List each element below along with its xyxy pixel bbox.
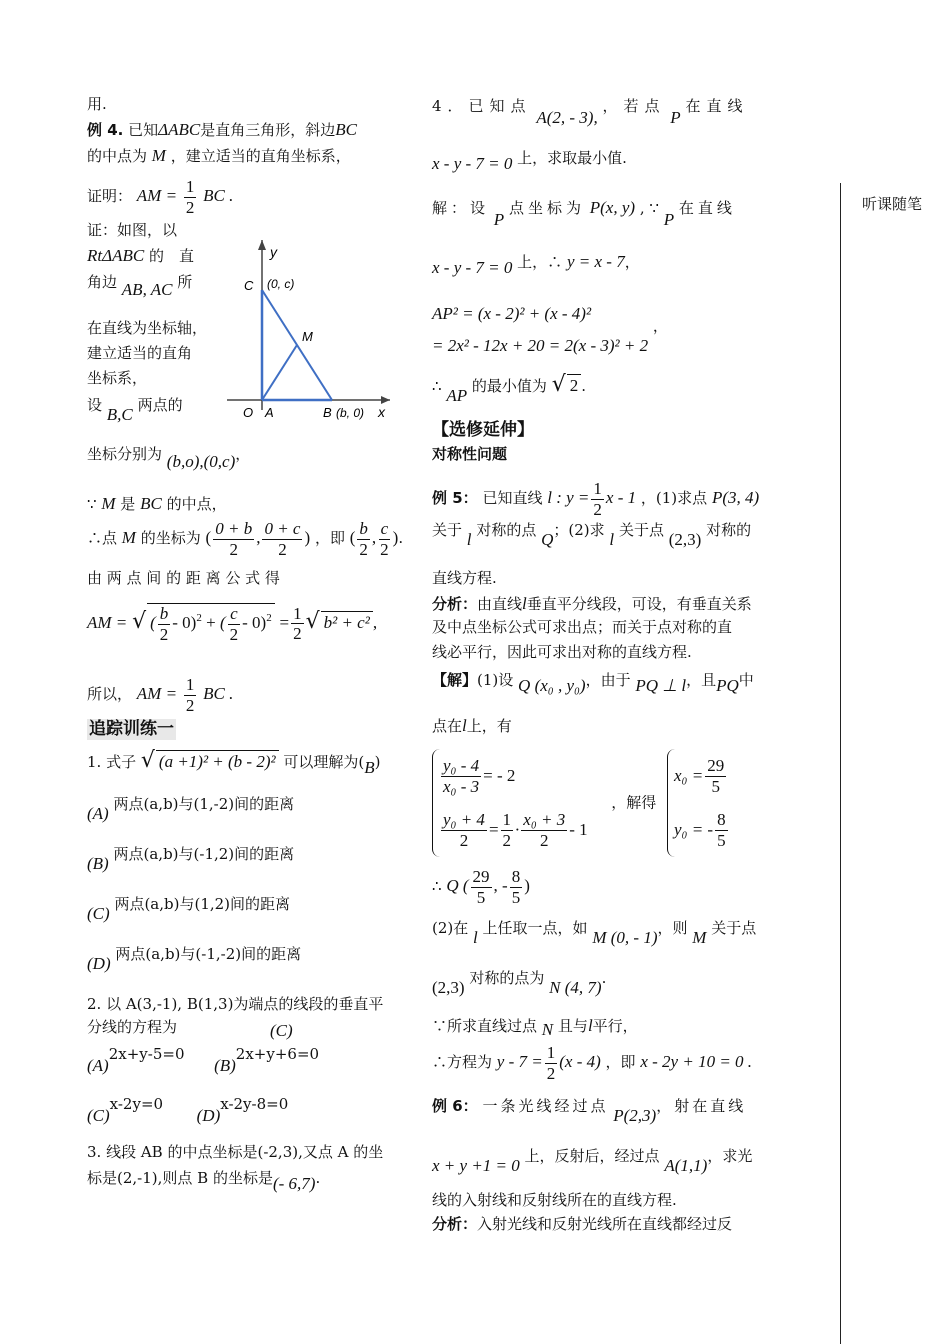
den: 2: [359, 539, 368, 559]
text: 上，求取最小值.: [517, 149, 627, 167]
text: 在直线: [685, 97, 749, 115]
den: 2: [278, 539, 287, 559]
math: , -: [493, 876, 508, 896]
option-letter: (C): [87, 1106, 110, 1125]
example-label: 例 6：: [432, 1097, 478, 1115]
fraction: [357, 519, 370, 559]
equation-1: [439, 749, 588, 803]
den: 5: [511, 887, 521, 907]
analysis-5-cont-2: 线必平行，因此可求出对称的直线方程.: [432, 643, 692, 661]
x0-result: [674, 749, 730, 803]
example-5-cont: [432, 519, 752, 549]
math: BC: [335, 120, 357, 139]
math: (2,3): [432, 978, 465, 997]
part-2-cont: [432, 967, 607, 997]
label-b: B: [323, 405, 332, 420]
fraction: [705, 756, 726, 796]
math: x + y +1 = 0: [432, 1156, 520, 1175]
text: 已知直线: [482, 489, 543, 508]
num: 1: [293, 603, 302, 623]
den: 2: [546, 1063, 556, 1083]
proof-line-4: 在直线为坐标轴，: [87, 319, 208, 337]
ap-min: ∴ AP 的最小值为 √ 2 .: [432, 372, 586, 405]
op: +: [206, 612, 216, 632]
math: (x - 4): [559, 1052, 601, 1072]
text: ): [374, 753, 381, 771]
text: ，(1)求点: [640, 489, 708, 508]
fraction: [501, 810, 514, 850]
text: ，即: [605, 1053, 636, 1072]
text: 对称的: [706, 521, 752, 539]
math: M (0, - 1): [592, 928, 658, 947]
q-result: [432, 867, 530, 907]
math: M: [692, 928, 707, 947]
text: ∴方程为: [432, 1053, 493, 1072]
text: ，求光: [707, 1147, 753, 1165]
example-6-cont-2: 线的入射线和反射线所在的直线方程.: [432, 1191, 677, 1209]
text: (2)在: [432, 919, 469, 937]
math: l: [609, 530, 615, 549]
num: y₀ + 4: [443, 809, 485, 829]
x-axis-arrow: [381, 396, 390, 404]
ap-squared-1: [432, 303, 591, 324]
text: ，由于: [585, 671, 631, 689]
math: l: [462, 716, 467, 735]
example-label: 例 4.: [87, 121, 124, 139]
q2-options-row-1: [87, 1043, 320, 1075]
num: y₀ - 4: [443, 755, 480, 775]
solution-5-cont: [432, 715, 512, 736]
label-y: y: [270, 244, 277, 260]
label-m: M: [302, 329, 313, 344]
right-triangle-figure: [142, 145, 394, 420]
analysis-label: 分析：: [432, 595, 478, 613]
text: 点坐标为: [508, 199, 585, 217]
num: c: [380, 519, 389, 538]
math: x - y - 7 = 0: [432, 258, 513, 277]
example-6: [432, 1095, 777, 1125]
num: 1: [185, 177, 195, 196]
text: 关于点: [711, 919, 757, 937]
option-text: 两点(a,b)与(-1,-2)间的距离: [115, 945, 302, 963]
question-4: [432, 95, 777, 127]
math: = - 2: [483, 766, 516, 786]
num: 8: [717, 809, 726, 829]
text: 解：设: [432, 199, 490, 217]
math: AM =: [87, 612, 128, 632]
proof-line-5: 建立适当的直角: [87, 344, 193, 362]
text: 关于: [432, 521, 463, 539]
proof-line-6: 坐标系，: [87, 369, 148, 387]
den: 2: [159, 624, 169, 644]
label-b-coord: (b, 0): [336, 406, 365, 420]
text: 中: [738, 671, 754, 689]
den: 5: [717, 830, 726, 850]
conclusion: [87, 675, 233, 715]
text: (1)设: [477, 671, 514, 689]
text: 设: [87, 396, 103, 414]
text: 上，∴: [517, 253, 563, 271]
option-letter: (C): [87, 904, 110, 923]
option-text: 2x+y+6=0: [235, 1045, 320, 1063]
equation-2: $\frac{\text{y₀ + 4}}{2}$ = $\frac{1}{2}$ · $\frac{\text{x₀ + 3}}{2}$ - 1: [443, 809, 588, 850]
math: (b,o),(0,c): [166, 452, 236, 471]
exp: 2: [266, 611, 272, 624]
text: 两点的: [137, 396, 183, 414]
text: 对称的点为: [469, 969, 545, 987]
result-brace: [667, 749, 730, 857]
math: AM =: [136, 684, 178, 704]
example-label: 例 5：: [432, 489, 478, 508]
text: 4．已知点: [432, 97, 532, 115]
text: ，则: [657, 919, 688, 937]
text: 角边: [87, 273, 118, 291]
equation-system: [432, 749, 730, 857]
text: 入射光线和反射光线所在直线都经过反: [477, 1215, 733, 1233]
num: c: [230, 604, 238, 623]
math: BC .: [203, 186, 234, 206]
option-letter: (D): [196, 1106, 221, 1125]
fraction: [158, 604, 171, 644]
am-formula: AM = √ ( $\frac{b}{2}$ - 0)$^2$ + ( $\frac{c}{2}$ - 0)$^2$ = $\frac{1}{2}$ √ b² + c² ,: [87, 603, 378, 644]
num: 1: [546, 1043, 556, 1062]
option-letter: (B): [214, 1056, 236, 1075]
text: 可以理解为(: [283, 753, 365, 771]
text: ∵所求直线过点: [432, 1017, 538, 1035]
text: .: [601, 969, 607, 987]
text: 的中点，: [166, 495, 227, 513]
text: 的 直: [148, 247, 194, 265]
text: 已知: [128, 121, 159, 139]
fraction: [184, 675, 197, 715]
text: 平行，: [592, 1017, 638, 1035]
text: 1. 式子: [87, 753, 137, 771]
text: 所: [177, 273, 193, 291]
num: 0 + c: [264, 519, 301, 538]
answer: (- 6,7): [272, 1174, 316, 1193]
math: P: [663, 210, 675, 229]
text: 一条光线经过点: [482, 1097, 609, 1115]
option-text: 2x+y-5=0: [108, 1045, 185, 1063]
analysis-6: [432, 1215, 732, 1234]
math: AP² = (x - 2)² + (x - 4)²: [432, 304, 592, 323]
radical: 2: [567, 374, 582, 396]
analysis-label: 分析：: [432, 1215, 478, 1233]
fraction: [510, 867, 523, 907]
text: 且与: [557, 1017, 588, 1035]
num: 1: [185, 675, 195, 694]
num: 1: [502, 809, 512, 829]
math: AB, AC: [121, 280, 173, 299]
answer: (C): [270, 1021, 293, 1040]
text: ，射在直线: [656, 1097, 747, 1115]
num: 8: [511, 867, 521, 886]
text: 证明：: [87, 187, 133, 206]
den: 2: [540, 830, 549, 850]
text: 点在: [432, 717, 463, 735]
fraction: [213, 519, 254, 559]
text: ，: [652, 317, 668, 335]
option-letter: (B): [87, 854, 109, 873]
math: ): [524, 876, 530, 896]
option-letter: (A): [87, 1056, 109, 1075]
question-1: 1. 式子 √ (a +1)² + (b - 2)² 可以理解为(B): [87, 748, 381, 777]
math: y₀ = -: [674, 820, 714, 840]
math: l: [522, 594, 527, 613]
math: = 2x² - 12x + 20 = 2(x - 3)² + 2: [432, 336, 649, 355]
text: ，若点: [602, 97, 666, 115]
text: , ∵: [639, 199, 659, 217]
text: ∴: [432, 377, 442, 395]
solution-4-line-2: [432, 251, 640, 277]
answer: B: [364, 758, 375, 777]
option-c: [87, 893, 291, 923]
text: ，: [624, 253, 640, 271]
notes-column-label: 听课随笔: [862, 195, 923, 213]
den: 2: [293, 624, 302, 644]
option-d: [87, 943, 302, 973]
system-brace: [432, 749, 588, 857]
math: x - 2y + 10 = 0 .: [640, 1052, 753, 1072]
question-3: 3. 线段 AB 的中点坐标是(-2,3),又点 A 的坐: [87, 1143, 384, 1161]
math: M: [121, 528, 136, 548]
text: ，解得: [611, 793, 657, 812]
math: l : y =: [547, 488, 590, 508]
midpoint-coords: ∴点 M 的坐标为 ( $\frac{0 + b}{2}$ , $\frac{0 + c}{2}$ ) ，即 ( $\frac{b}{2}$ , $\frac{c}{2}$ ).: [87, 519, 404, 559]
text: 标是(2,-1),则点 B 的坐标是: [87, 1169, 273, 1187]
equation-result: [432, 1043, 752, 1083]
text: 是直角三角形，斜边: [200, 121, 336, 139]
math: - 0): [242, 612, 267, 632]
label-x: x: [378, 404, 385, 420]
fraction: [228, 604, 241, 644]
math: P(x, y): [589, 198, 636, 217]
text: 上，反射后，经过点: [524, 1147, 660, 1165]
text: ∴: [432, 877, 442, 896]
distance-formula-line: 由 两 点 间 的 距 离 公 式 得: [87, 569, 280, 587]
math: ΔABC: [158, 120, 201, 139]
math: x₀ =: [674, 766, 704, 786]
fraction: [545, 1043, 558, 1083]
math: AM =: [136, 186, 178, 206]
den: 2: [229, 539, 238, 559]
op: ,: [372, 612, 378, 632]
text: 由直线: [477, 595, 523, 613]
math: l: [473, 928, 478, 947]
text: 在直线: [678, 199, 736, 217]
option-text: x-2y=0: [109, 1095, 164, 1113]
math: P: [493, 210, 505, 229]
math: RtΔABC: [87, 246, 145, 265]
option-text: 两点(a,b)与(1,2)间的距离: [114, 895, 291, 913]
text: 所以，: [87, 685, 133, 704]
exp: 2: [196, 611, 202, 624]
math: BC: [140, 494, 162, 513]
option-a: [87, 793, 295, 823]
text: 的最小值为: [471, 377, 547, 395]
den: 2: [380, 539, 389, 559]
den: 2: [459, 830, 469, 850]
num: x₀ + 3: [523, 809, 566, 829]
math: BC .: [203, 684, 234, 704]
num: b: [159, 604, 169, 623]
math: P: [670, 108, 681, 127]
line-continuation: 用.: [87, 95, 107, 113]
radical: (a +1)² + (b - 2)²: [156, 750, 279, 772]
den: x₀ - 3: [443, 776, 480, 796]
text: ∵: [87, 495, 97, 513]
text: 上任取一点，如: [482, 919, 588, 937]
den: 2: [502, 830, 512, 850]
fraction: [291, 604, 304, 644]
math: Q (x₀ , y₀): [518, 676, 586, 695]
proof-line-1: 证：如图，以: [87, 221, 178, 239]
den: 2: [185, 695, 195, 715]
text: .: [581, 377, 586, 395]
y-axis-arrow: [258, 240, 266, 250]
num: 29: [472, 867, 490, 886]
option-letter: (D): [87, 954, 111, 973]
label-o: O: [243, 405, 254, 420]
den: 2: [185, 197, 195, 217]
math: x - 1: [605, 488, 637, 508]
median-am: [262, 345, 297, 400]
option-text: 两点(a,b)与(-1,2)间的距离: [113, 845, 295, 863]
subsection-title-symmetry: 对称性问题: [432, 445, 508, 463]
fraction: [591, 479, 604, 519]
fraction: [521, 810, 567, 850]
text: ，且: [686, 671, 717, 689]
option-text: x-2y-8=0: [220, 1095, 289, 1113]
text: 坐标分别为: [87, 445, 163, 463]
section-title-tracking: 追踪训练一: [89, 719, 174, 739]
math: l: [587, 1016, 593, 1035]
radical: ( $\frac{b}{2}$ - 0)$^2$ + ( $\frac{c}{2}$ - 0)$^2$: [147, 603, 275, 644]
label-c-coord: (0, c): [267, 277, 295, 291]
example-5: [432, 479, 759, 519]
math: M: [151, 146, 166, 165]
text: ∴点: [87, 529, 118, 548]
text: 对称的点: [476, 521, 537, 539]
section-title-elective: 【选修延伸】: [432, 420, 534, 440]
math: A(2, - 3),: [536, 108, 598, 127]
question-2-cont: [87, 1018, 293, 1040]
option-letter: (A): [87, 804, 109, 823]
math: (2,3): [668, 530, 702, 549]
fraction: [471, 867, 492, 907]
label-a: A: [265, 405, 274, 420]
math: y = x - 7: [566, 252, 625, 271]
text: 关于点: [618, 521, 664, 539]
text: 上，有: [466, 717, 512, 735]
text: .: [315, 1169, 321, 1187]
parallel-line: [432, 1015, 638, 1039]
example-6-cont: [432, 1145, 753, 1175]
math: N (4, 7): [549, 978, 602, 997]
den: 5: [476, 887, 486, 907]
math: P(3, 4): [711, 488, 760, 508]
text: 的坐标为: [140, 529, 201, 548]
math: PQ ⊥ l: [635, 676, 687, 695]
math: B,C: [106, 405, 133, 424]
den: 2: [593, 499, 602, 519]
text: 的中点为: [87, 147, 148, 165]
question-2: 2. 以 A(3,-1), B(1,3)为端点的线段的垂直平: [87, 995, 384, 1013]
y0-result: [674, 803, 730, 857]
num: 0 + b: [215, 519, 253, 538]
num: 1: [593, 479, 602, 498]
math: PQ: [716, 676, 739, 695]
notes-divider: [840, 183, 841, 1344]
analysis-5-cont: 及中点坐标公式可求出点；而关于点对称的直: [432, 618, 733, 636]
solution-5: [432, 669, 754, 695]
question-3-cont: [87, 1167, 321, 1193]
ap-squared-2: [432, 317, 668, 356]
den: 5: [711, 776, 720, 796]
part-2: [432, 917, 757, 947]
proof-line-8: 坐标分别为 (b,o),(0,c)，: [87, 445, 251, 471]
fraction: [441, 756, 481, 796]
math: N: [541, 1020, 554, 1039]
solution-label: 【解】: [432, 671, 478, 689]
math: - 1: [569, 820, 588, 840]
math: - 0): [172, 612, 197, 632]
math: Q: [541, 530, 554, 549]
fraction: [378, 519, 391, 559]
example-4-statement: [87, 119, 357, 140]
fraction: [262, 519, 302, 559]
math: y - 7 =: [496, 1052, 543, 1072]
option-b: [87, 843, 295, 873]
math: x - y - 7 = 0: [432, 154, 513, 173]
math: P(2,3): [613, 1106, 657, 1125]
label-c: C: [244, 278, 254, 293]
example-5-cont-2: 直线方程.: [432, 569, 497, 587]
math: l: [466, 530, 472, 549]
because-midpoint: [87, 493, 227, 514]
math: AP: [446, 386, 468, 405]
radical: b² + c²: [321, 611, 373, 633]
text: ，即: [314, 529, 345, 548]
text: ；(2)求: [553, 521, 605, 539]
math: =: [488, 820, 499, 840]
fraction: [715, 810, 728, 850]
text: 垂直平分线段，可设，有垂直关系: [526, 595, 752, 613]
math: A(1,1): [664, 1156, 708, 1175]
math: M: [101, 494, 116, 513]
text: 分线的方程为: [87, 1018, 178, 1036]
option-text: 两点(a,b)与(1,-2)间的距离: [113, 795, 295, 813]
q2-options-row-2: [87, 1093, 289, 1125]
question-4-cont: [432, 147, 627, 173]
analysis-5: [432, 593, 752, 614]
math: Q (: [446, 876, 469, 896]
num: 29: [707, 755, 725, 775]
num: b: [359, 519, 368, 538]
fraction: [441, 810, 487, 850]
text: 是: [120, 495, 136, 513]
solution-4-line-1: [432, 197, 736, 229]
text: ，建立适当的直角坐标系，: [170, 147, 351, 165]
den: 2: [229, 624, 239, 644]
